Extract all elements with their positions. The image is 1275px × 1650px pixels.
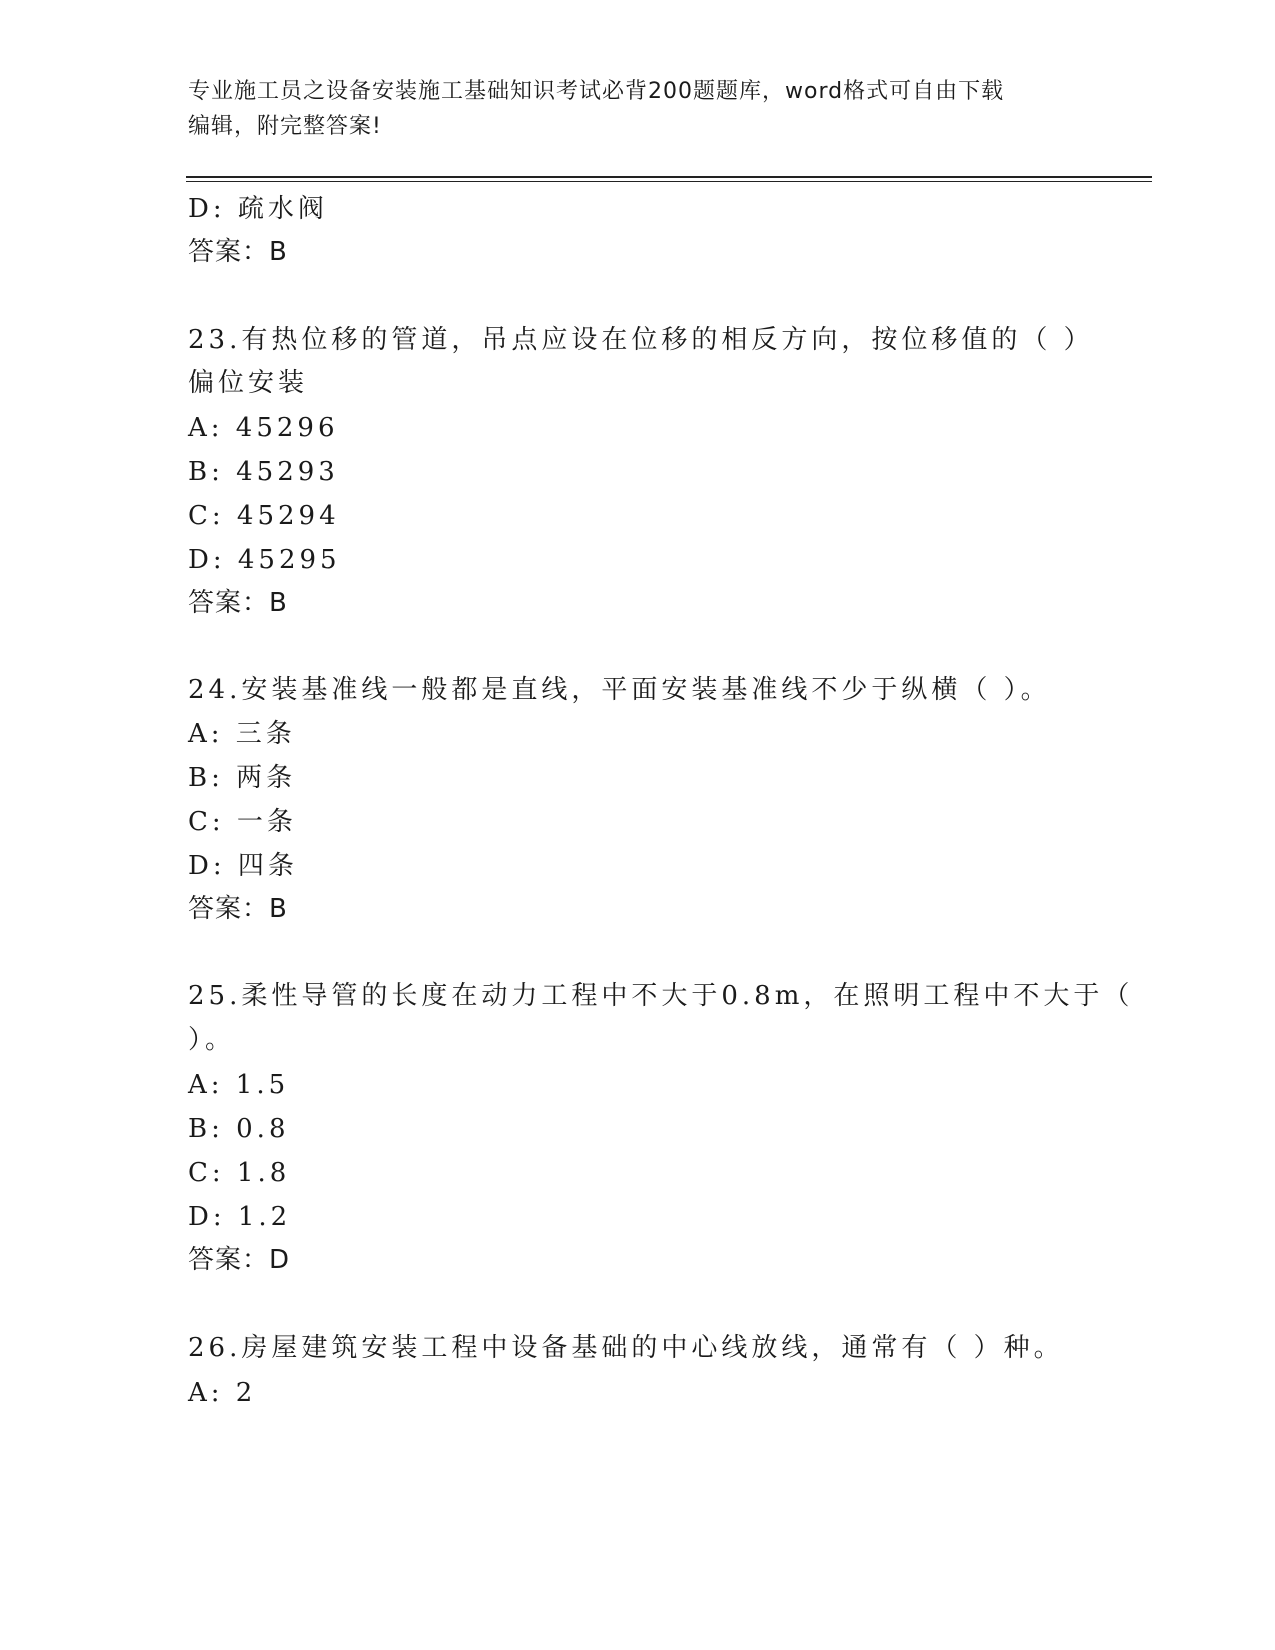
header-divider-thin	[186, 181, 1152, 182]
q23-answer: 答案：B	[188, 588, 288, 618]
q25-stem-line1: 25.柔性导管的长度在动力工程中不大于0.8m，在照明工程中不大于（	[188, 981, 1134, 1011]
q23-option-c: C: 45294	[188, 501, 340, 531]
q25-answer: 答案：D	[188, 1245, 291, 1275]
q23-option-a: A: 45296	[188, 413, 339, 443]
q24-option-b: B: 两条	[188, 763, 297, 793]
q24-option-d: D: 四条	[188, 851, 298, 881]
q26-option-a: A: 2	[188, 1378, 257, 1408]
q24-stem-line1: 24.安装基准线一般都是直线，平面安装基准线不少于纵横（ ）。	[188, 675, 1051, 705]
prev-answer: 答案：B	[188, 237, 288, 267]
header-divider-thick	[186, 176, 1152, 178]
q25-option-b: B: 0.8	[188, 1114, 290, 1144]
q25-option-c: C: 1.8	[188, 1158, 291, 1188]
q25-option-a: A: 1.5	[188, 1070, 290, 1100]
q23-option-d: D: 45295	[188, 545, 341, 575]
q24-option-a: A: 三条	[188, 719, 296, 749]
page-header	[188, 74, 1088, 144]
prev-option-d: D: 疏水阀	[188, 194, 328, 224]
q25-stem-line2: ）。	[188, 1025, 236, 1055]
q23-stem-line1: 23.有热位移的管道，吊点应设在位移的相反方向，按位移值的（ ）	[188, 325, 1094, 355]
q23-stem-line2: 偏位安装	[188, 368, 309, 398]
q24-option-c: C: 一条	[188, 807, 297, 837]
header-title-line2: 编辑，附完整答案!	[188, 114, 382, 139]
q24-answer: 答案：B	[188, 894, 288, 924]
q23-option-b: B: 45293	[188, 457, 339, 487]
header-title-line1: 专业施工员之设备安装施工基础知识考试必背200题题库，word格式可自由下载	[188, 79, 1005, 104]
q26-stem-line1: 26.房屋建筑安装工程中设备基础的中心线放线，通常有（ ）种。	[188, 1333, 1064, 1363]
q25-option-d: D: 1.2	[188, 1202, 292, 1232]
